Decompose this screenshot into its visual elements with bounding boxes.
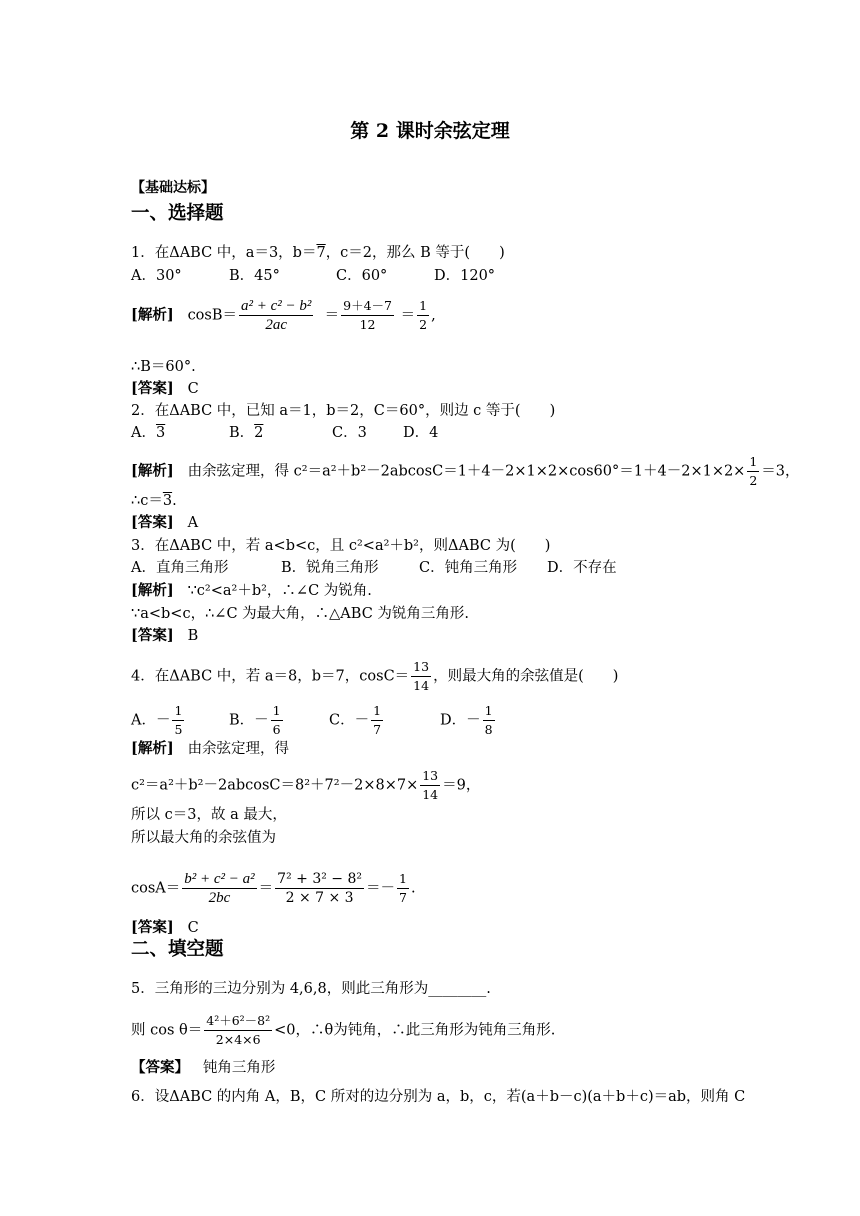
q2-option-b: B．2 <box>229 425 264 441</box>
section-basic-label: 【基础达标】 <box>131 180 215 196</box>
q4-cosA-numeric: $\frac{\text{7² + 3² − 8²}}{2 \times 7 \times 3}$ <box>277 871 362 906</box>
q6-stem: 6．设ΔABC 的内角 A，B，C 所对的边分别为 a，b，c，若(a＋b－c)(a＋b＋c)＝ab，则角 C <box>131 1089 746 1105</box>
q2-analysis: [解析] 由余弦定理，得 c²＝a²＋b²－2abcosC＝1＋4－2×1×2×cos60°＝1＋4－2×1×2× $\frac{1}{2}$ ＝3， <box>131 454 800 488</box>
q2-conclusion: ∴c＝3. <box>131 493 177 509</box>
q3-options <box>131 558 617 578</box>
q4-stem-fraction: $\frac{13}{14}$ <box>413 659 430 693</box>
q2-answer: [答案] A <box>131 514 199 531</box>
q4-calc-line: c²＝a²＋b²－2abcosC＝8²＋7²－2×8×7× $\frac{13}{14}$ ＝9， <box>131 768 481 802</box>
q1-option-b: B．45° <box>229 268 280 284</box>
q3-option-c: C．钝角三角形 <box>419 560 518 576</box>
q3-analysis: [解析] ∵c²<a²＋b²，∴∠C 为锐角. <box>131 582 372 599</box>
q4-option-a: A．－ $\frac{1}{5}$ <box>131 703 183 737</box>
q3-option-d: D．不存在 <box>547 560 617 576</box>
q4-analysis: [解析] 由余弦定理，得 <box>131 740 290 757</box>
q3-analysis-2: ∵a<b<c，∴∠C 为最大角，∴△ABC 为锐角三角形. <box>131 606 470 622</box>
q4-cosA-line: cosA＝ $\frac{\text{b² + c² − a²}}{2bc}$ ＝ $\frac{\text{7² + 3² − 8²}}{2 \times 7 \times 3}$ ＝－ $\frac{1}{7}$ . <box>131 871 416 906</box>
q5-fraction: $\frac{\text{4²＋6²－8²}}{2\times 4\times 6}$ <box>206 1013 271 1047</box>
q4-cosA-formula: $\frac{\text{b² + c² − a²}}{2bc}$ <box>184 871 255 906</box>
q4-stem: 4．在ΔABC 中，若 a＝8，b＝7，cosC＝ $\frac{13}{14}$ ，则最大角的余弦值是( ) <box>131 659 619 693</box>
q3-answer: [答案] B <box>131 627 199 644</box>
q2-option-a: A．3 <box>131 425 166 441</box>
section-heading-fill: 二、填空题 <box>131 939 224 960</box>
q2-option-c: C．3 <box>332 425 367 441</box>
q1-fraction-numeric: $\frac{9+4-7}{12}$ <box>343 298 392 332</box>
q1-analysis: [解析] cosB＝ $\frac{\text{a² + c² − b²}}{2ac}$ ＝ $\frac{9+4-7}{12}$ ＝ $\frac{1}{2}$ , <box>131 298 436 333</box>
q2-option-d: D．4 <box>403 425 439 441</box>
q1-conclusion: ∴B＝60°. <box>131 359 196 375</box>
q4-line-3: 所以最大角的余弦值为 <box>131 830 276 846</box>
q1-option-d: D．120° <box>434 268 496 284</box>
q1-fraction-formula: $\frac{\text{a² + c² − b²}}{2ac}$ <box>241 298 312 333</box>
q3-option-b: B．锐角三角形 <box>281 560 379 576</box>
q4-options <box>131 702 497 739</box>
analysis-label: [解析] <box>131 306 174 324</box>
q4-option-d: D．－ $\frac{1}{8}$ <box>440 703 493 737</box>
q5-analysis: 则 cos θ＝ $\frac{\text{4²＋6²－8²}}{2\times 4\times 6}$ <0，∴θ为钝角，∴此三角形为钝角三角形. <box>131 1013 556 1047</box>
q1-stem: 1．在ΔABC 中，a＝3，b＝7，c＝2，那么 B 等于( ) <box>131 245 505 261</box>
q5-answer: 【答案】 钝角三角形 <box>131 1059 276 1076</box>
q4-calc-fraction: $\frac{13}{14}$ <box>422 768 439 802</box>
q1-option-c: C．60° <box>336 268 388 284</box>
q4-option-b: B．－ $\frac{1}{6}$ <box>229 703 281 737</box>
q4-line-2: 所以 c＝3，故 a 最大， <box>131 807 287 823</box>
q1-option-a: A．30° <box>131 268 182 284</box>
q3-stem: 3．在ΔABC 中，若 a<b<c，且 c²<a²＋b²，则ΔABC 为( ) <box>131 538 551 554</box>
q4-answer: [答案] C <box>131 919 199 936</box>
q2-stem: 2．在ΔABC 中，已知 a＝1，b＝2，C＝60°，则边 c 等于( ) <box>131 403 556 419</box>
q1-options <box>131 266 495 286</box>
q1-fraction-result: $\frac{1}{2}$ <box>419 298 428 332</box>
q4-option-c: C．－ $\frac{1}{7}$ <box>329 703 382 737</box>
section-heading-choice: 一、选择题 <box>131 203 224 224</box>
q5-stem: 5．三角形的三边分别为 4,6,8，则此三角形为________. <box>131 981 491 997</box>
q4-cosA-result: $\frac{1}{7}$ <box>399 871 407 905</box>
page-title: 第 2 课时余弦定理 <box>350 120 510 142</box>
q1-answer: [答案] C <box>131 380 199 397</box>
q2-fraction: $\frac{1}{2}$ <box>749 454 758 488</box>
q2-options <box>131 423 438 443</box>
q1-sqrt-value: 7 <box>316 245 326 261</box>
q3-option-a: A．直角三角形 <box>131 560 229 576</box>
